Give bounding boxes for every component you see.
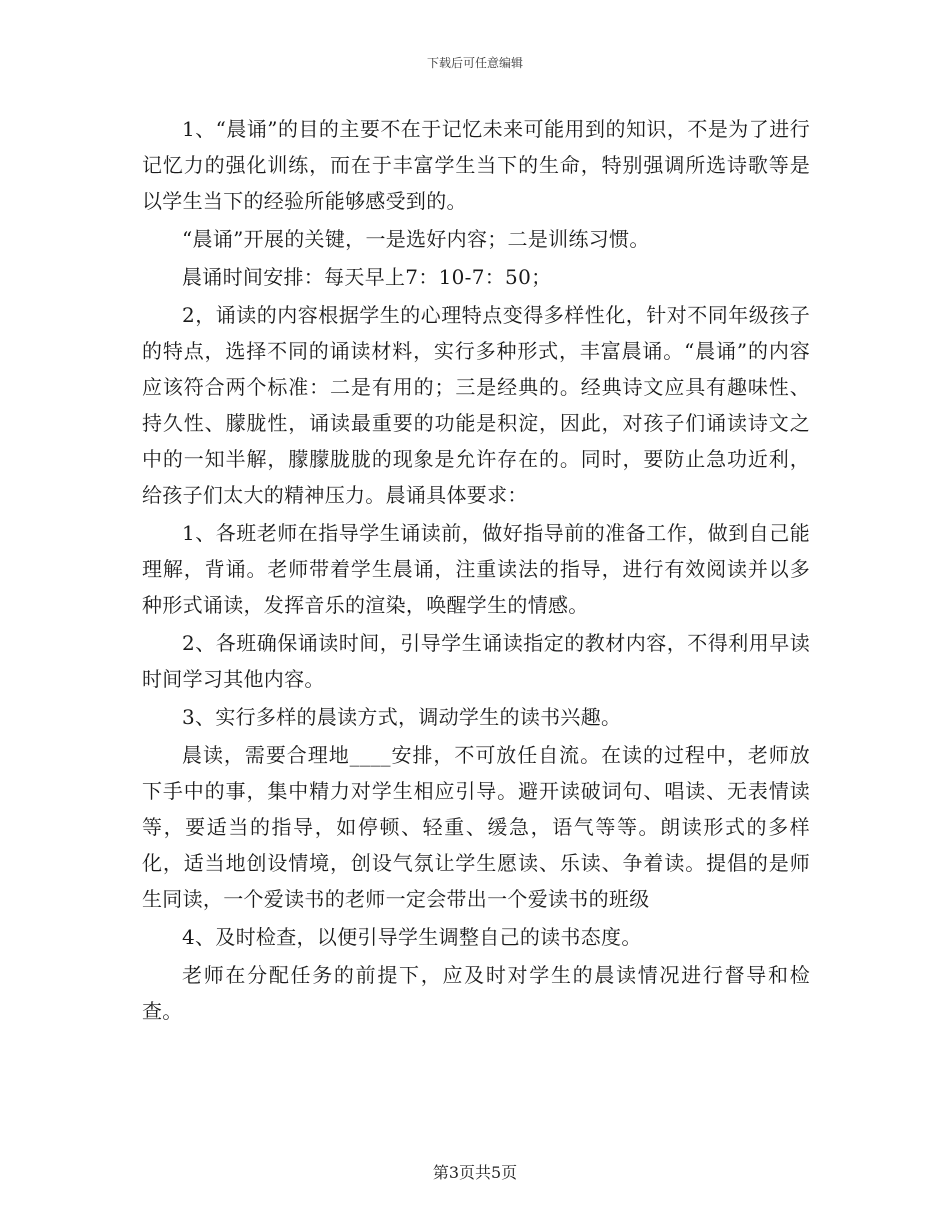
paragraph-requirement-2: 2、各班确保诵读时间，引导学生诵读指定的教材内容，不得利用早读时间学习其他内容。 bbox=[142, 631, 810, 691]
paragraph-schedule: 晨诵时间安排：每天早上7：10-7：50； bbox=[182, 265, 552, 289]
page-footer: 第3页共5页 bbox=[432, 1163, 518, 1182]
page-header: 下载后可任意编辑 bbox=[426, 56, 523, 70]
paragraph-morning-reading: 晨读，需要合理地____安排，不可放任自流。在读的过程中，老师放下手中的事，集中精力对学生相应引导。避开读破词句、唱读、无表情读等，要适当的指导，如停顿、轻重、缓急，语气等等。朗读形式的多样化，适当地创设情境，创设气氛让学生愿读、乐读、争着读。提倡的是师生同读，一个爱读书的老师一定会带出一个爱读书的班级 bbox=[142, 743, 810, 911]
paragraph-inspection: 老师在分配任务的前提下，应及时对学生的晨读情况进行督导和检查。 bbox=[142, 963, 810, 1023]
paragraph-purpose: 1、“晨诵”的目的主要不在于记忆未来可能用到的知识，不是为了进行记忆力的强化训练，而在于丰富学生当下的生命，特别强调所选诗歌等是以学生当下的经验所能够感受到的。 bbox=[142, 117, 810, 213]
paragraph-content: 2，诵读的内容根据学生的心理特点变得多样性化，针对不同年级孩子的特点，选择不同的诵读材料，实行多种形式，丰富晨诵。“晨诵”的内容应该符合两个标准：二是有用的；三是经典的。经典诗文应具有趣味性、持久性、朦胧性，诵读最重要的功能是积淀，因此，对孩子们诵读诗文之中的一知半解，朦朦胧胧的现象是允许存在的。同时，要防止急功近利，给孩子们太大的精神压力。晨诵具体要求： bbox=[142, 303, 810, 507]
paragraph-requirement-3: 3、实行多样的晨读方式，调动学生的读书兴趣。 bbox=[182, 705, 622, 729]
paragraph-requirement-1: 1、各班老师在指导学生诵读前，做好指导前的准备工作，做到自己能理解，背诵。老师带着学生晨诵，注重读法的指导，进行有效阅读并以多种形式诵读，发挥音乐的渲染，唤醒学生的情感。 bbox=[142, 521, 810, 617]
document-body bbox=[142, 111, 810, 1031]
paragraph-key-points: “晨诵”开展的关键，一是选好内容；二是训练习惯。 bbox=[182, 227, 650, 251]
paragraph-requirement-4: 4、及时检查，以便引导学生调整自己的读书态度。 bbox=[182, 925, 642, 949]
